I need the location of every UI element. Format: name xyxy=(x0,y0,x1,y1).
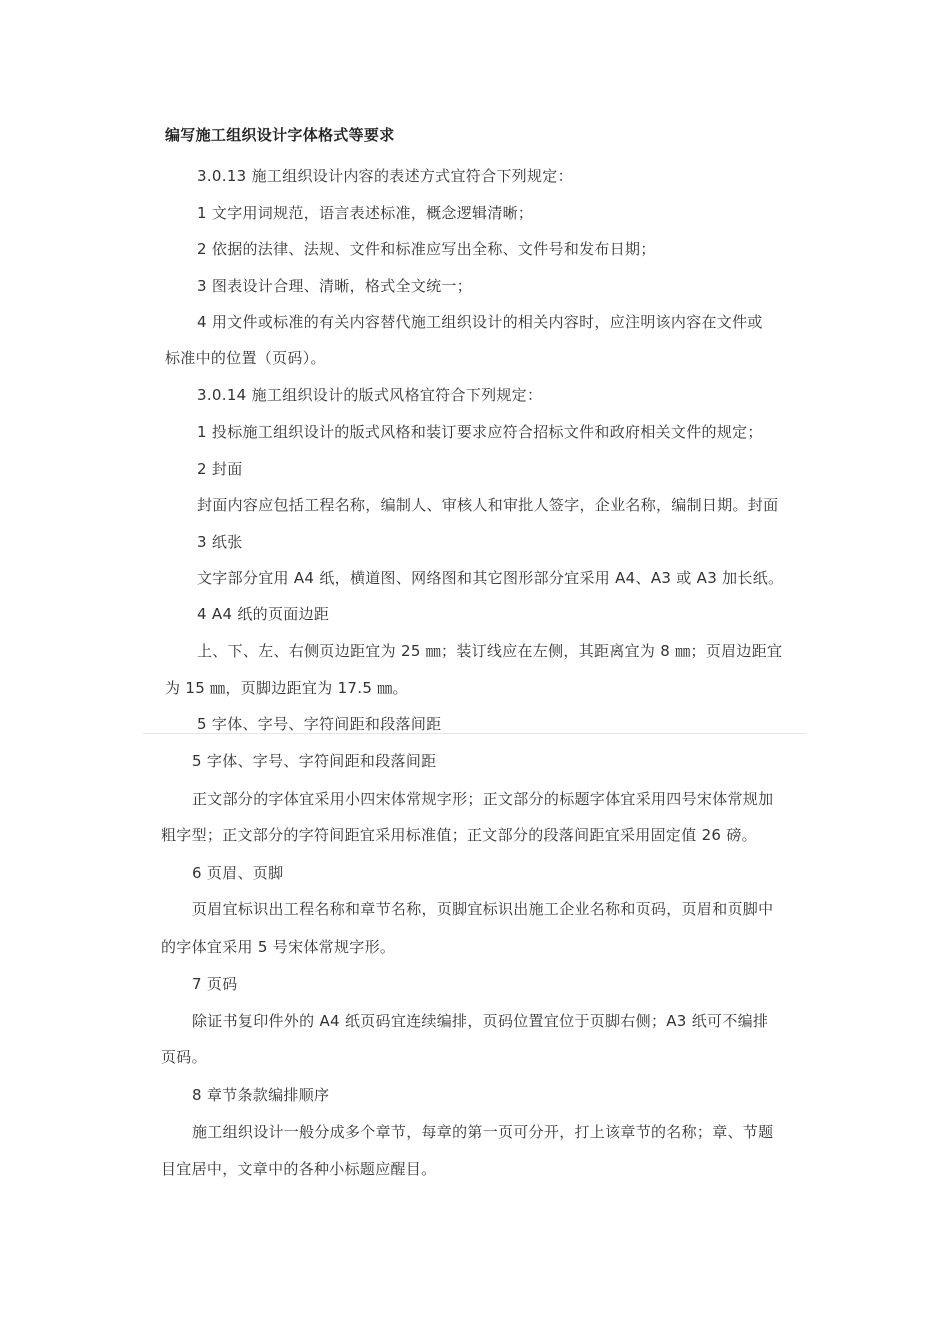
item-4-substitution: 4 用文件或标准的有关内容替代施工组织设计的相关内容时，应注明该内容在文件或 xyxy=(197,313,763,331)
document-title: 编写施工组织设计字体格式等要求 xyxy=(165,126,395,144)
item-2-cover-text: 封面内容应包括工程名称，编制人、审核人和审批人签字，企业名称，编制日期。封面 xyxy=(197,496,779,514)
item-5-font-heading-cut: 5 字体、字号、字符间距和段落间距 xyxy=(197,715,442,733)
item-5-font-continuation: 粗字型；正文部分的字符间距宜采用标准值；正文部分的段落间距宜采用固定值 26 磅。 xyxy=(161,826,757,844)
item-4-continuation: 标准中的位置（页码）。 xyxy=(165,349,326,367)
item-6-header-footer-text: 页眉宜标识出工程名称和章节名称，页脚宜标识出施工企业名称和页码，页眉和页脚中 xyxy=(192,900,774,918)
item-1-wording: 1 文字用词规范，语言表述标准，概念逻辑清晰； xyxy=(197,204,534,222)
item-2-references: 2 依据的法律、法规、文件和标准应写出全称、文件号和发布日期； xyxy=(197,240,656,258)
item-4-margins-continuation: 为 15 ㎜，页脚边距宜为 17.5 ㎜。 xyxy=(165,679,408,697)
item-5-font-heading: 5 字体、字号、字符间距和段落间距 xyxy=(192,752,437,770)
item-4-margins-heading: 4 A4 纸的页面边距 xyxy=(197,605,330,623)
item-8-chapter-order-text: 施工组织设计一般分成多个章节，每章的第一页可分开，打上该章节的名称；章、节题 xyxy=(192,1123,774,1141)
item-4-margins-text: 上、下、左、右侧页边距宜为 25 ㎜；装订线应在左侧，其距离宜为 8 ㎜；页眉边距宜 xyxy=(197,642,783,660)
item-3-paper-text: 文字部分宜用 A4 纸，横道图、网络图和其它图形部分宜采用 A4、A3 或 A3 加长纸。 xyxy=(197,569,784,587)
item-6-header-footer-heading: 6 页眉、页脚 xyxy=(192,864,284,882)
item-7-page-number-text: 除证书复印件外的 A4 纸页码宜连续编排，页码位置宜位于页脚右侧；A3 纸可不编排 xyxy=(192,1012,769,1030)
clause-3-0-14: 3.0.14 施工组织设计的版式风格宜符合下列规定： xyxy=(197,386,543,404)
item-7-page-number-continuation: 页码。 xyxy=(161,1048,207,1066)
item-5-font-text: 正文部分的字体宜采用小四宋体常规字形；正文部分的标题字体宜采用四号宋体常规加 xyxy=(192,790,774,808)
item-6-header-footer-continuation: 的字体宜采用 5 号宋体常规字形。 xyxy=(161,938,396,956)
item-1-bid-format: 1 投标施工组织设计的版式风格和装订要求应符合招标文件和政府相关文件的规定； xyxy=(197,423,763,441)
item-3-paper-heading: 3 纸张 xyxy=(197,533,243,551)
item-3-charts: 3 图表设计合理、清晰，格式全文统一； xyxy=(197,277,473,295)
item-8-chapter-order-heading: 8 章节条款编排顺序 xyxy=(192,1086,330,1104)
item-2-cover-heading: 2 封面 xyxy=(197,460,243,478)
item-8-chapter-order-continuation: 目宜居中，文章中的各种小标题应醒目。 xyxy=(161,1160,437,1178)
page-divider xyxy=(143,733,806,734)
clause-3-0-13: 3.0.13 施工组织设计内容的表述方式宜符合下列规定： xyxy=(197,167,573,185)
item-7-page-number-heading: 7 页码 xyxy=(192,975,238,993)
